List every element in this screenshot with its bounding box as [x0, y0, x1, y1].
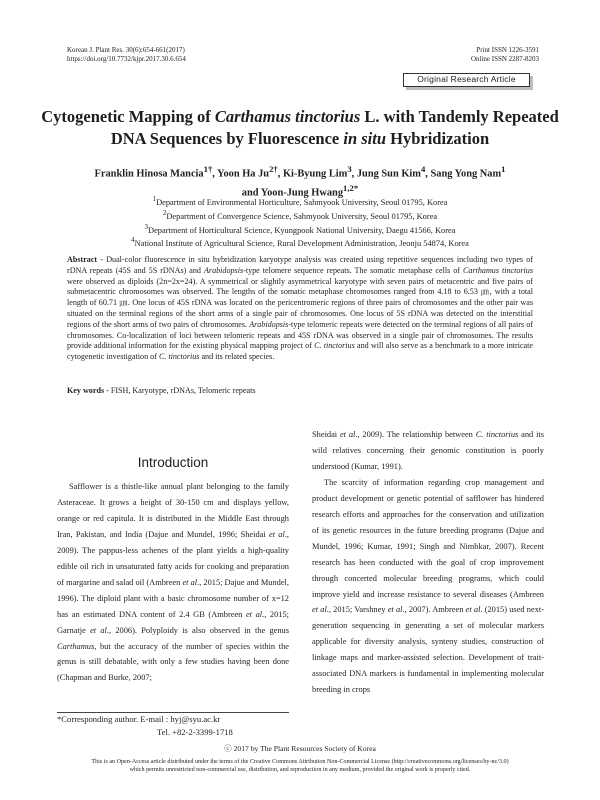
- journal-citation: [67, 46, 186, 64]
- affiliation-sup: 3: [144, 222, 149, 231]
- telephone: Tel. +82-2-3399-1718: [157, 727, 233, 737]
- affiliation-sup: 2: [162, 208, 167, 217]
- license-line: which permits unrestricted non-commercial use, distribution, and reproduction in any medium, provided the original work is properly cited.: [129, 767, 471, 773]
- body-italic: C. tinctorius: [475, 430, 519, 439]
- body-text: ., 2015; Dajue and Mundel, 1996). The diploid plant with a basic chromosome number of x=12 has an estimated DNA content of 2.4 GB (Ambreen: [57, 577, 289, 619]
- abstract-text: -type telomere sequence repeats. The somatic metaphase cells of: [243, 265, 463, 275]
- introduction-heading: Introduction: [137, 455, 209, 470]
- keywords-text: - FISH, Karyotype, rDNAs, Telomeric repeats: [104, 386, 256, 395]
- affiliation: [40, 235, 560, 249]
- author-sup: 2†: [269, 164, 278, 174]
- author-sup: 1: [501, 164, 506, 174]
- affiliation: [40, 194, 560, 208]
- body-text: and its wild relatives concerning their genomic constitution is poorly understood (Kumar, 1991).: [312, 430, 544, 471]
- affiliation-list: [40, 194, 560, 249]
- title-text: Hybridization: [386, 129, 490, 148]
- body-text: , but the accuracy of the number of species within the genus is still debatable, with only a few studies having been done (Chapman and Burke, 2007;: [57, 641, 289, 683]
- author-sep: ,: [277, 168, 283, 180]
- abstract-italic: C. tinctorius: [314, 341, 355, 351]
- body-text: The scarcity of information regarding crop management and product development or genetic potential of safflower has hindered research efforts and approaches for the conservation and utilization of its genetic resources in the future breeding programs (Dajue and Mundel, 1996; Kumar, 1991; Singh and Nimbkar, 2007). Recent research has been conducted with the goal of crop improvement through concerted molecular breeding programs, which could improve yield and increase resistance to several diseases (Ambreen: [312, 477, 544, 599]
- title-text: Cytogenetic Mapping of: [41, 107, 215, 126]
- author-name: Jung Sun Kim: [356, 168, 421, 180]
- body-italic: Carthamus: [57, 641, 95, 651]
- author-name: Yoon-Jung Hwang: [260, 187, 344, 199]
- title-species: Carthamus tinctorius: [214, 107, 361, 126]
- abstract-italic: Carthamus tinctorius: [463, 265, 534, 275]
- affiliation-text: National Institute of Agricultural Science, Rural Development Administration, Jeonju 54874, Korea: [134, 239, 469, 249]
- online-issn: Online ISSN 2287-8203: [470, 55, 539, 63]
- abstract-text: and will also serve as a benchmark to a more intricate cytogenetic investigation of: [67, 341, 533, 362]
- intro-paragraph: [57, 479, 289, 686]
- body-text: ., 2009). The relationship between: [355, 430, 476, 439]
- affiliation: [40, 208, 560, 222]
- keywords-label: Key words: [67, 386, 105, 395]
- author-sup: 3: [347, 164, 352, 174]
- body-italic: et al: [465, 605, 481, 615]
- doi-link[interactable]: https://doi.org/10.7732/kjpr.2017.30.6.654: [67, 55, 186, 63]
- body-italic: et al: [268, 529, 285, 539]
- body-italic: et al: [90, 625, 107, 635]
- body-text: Sheidai: [312, 430, 340, 439]
- issn-block: [471, 46, 539, 64]
- author-sup: 4: [420, 164, 426, 174]
- abstract: [67, 255, 533, 363]
- author-sup: 1†: [203, 164, 213, 174]
- body-italic: et al: [312, 605, 327, 615]
- abstract-italic: Arabidopsis: [203, 265, 244, 275]
- author-sep: ,: [351, 168, 357, 180]
- body-text: ., 2007). Ambreen: [402, 605, 466, 615]
- license-notice: [40, 758, 560, 774]
- intro-paragraph: [312, 427, 544, 475]
- abstract-label: Abstract: [67, 255, 98, 264]
- abstract-text: -type telomeric repeats were detected on the terminal regions of all pairs of chromosomes. Co-localization of loci between telomeric repeats and 45S rDNA was observed in a single pair of chromosomes. The results provide additional information for the existing physical mapping project of: [67, 319, 533, 351]
- body-text: ., 2015; Varshney: [326, 605, 388, 615]
- abstract-italic: C. tinctorius: [158, 352, 200, 362]
- body-text: . (2015) used next-generation sequencing in generating a set of molecular markers applicable for diversity analysis, synteny studies, construction of linkage maps and marker-assisted selection. Development of trait-associated DNA markers is fundamental in implementing molecular breeding in crops: [312, 605, 545, 695]
- body-text: ., 2006). Polyploidy is also observed in the genus: [106, 625, 289, 635]
- affiliation-sup: 4: [131, 236, 135, 245]
- abstract-italic: Arabidopsis: [249, 319, 289, 329]
- author-name: Franklin Hinosa Mancia: [94, 168, 204, 180]
- author-and: and: [241, 187, 261, 199]
- author-sep: ,: [425, 168, 431, 180]
- intro-paragraph: [312, 475, 544, 698]
- body-italic: et al: [245, 609, 263, 619]
- affiliation-text: Department of Convergence Science, Sahmyook University, Seoul 01795, Korea: [166, 211, 438, 221]
- author-name: Sang Yong Nam: [430, 168, 502, 180]
- intro-right-column: [312, 427, 544, 698]
- abstract-text: - Dual-color fluorescence in situ hybridization karyotype analysis was created using repetitive sequences including two types of rDNA repeats (45S and 5S rDNAs) and: [67, 255, 533, 275]
- paper-title: [40, 106, 560, 150]
- author-sup-num: 1,2: [343, 183, 354, 194]
- article-type-badge: Original Research Article: [403, 73, 530, 87]
- author-name: Ki-Byung Lim: [282, 168, 348, 180]
- keywords: [67, 386, 533, 397]
- copyright-notice: ⓒ 2017 by The Plant Resources Society of Korea: [224, 744, 376, 753]
- print-issn: Print ISSN 1226-3591: [476, 46, 539, 54]
- affiliation-text: Department of Horticultural Science, Kyungpook National University, Daegu 41566, Korea: [148, 225, 456, 235]
- intro-left-column: [57, 479, 289, 686]
- body-text: ., 2009). The pappus-less achenes of the plant yields a high-quality edible oil rich in unsaturated fatty acids for cooking and preparation of margarine and salad oil (Ambreen: [57, 529, 289, 587]
- author-sep: ,: [212, 168, 218, 180]
- abstract-text: and its related species.: [199, 352, 275, 362]
- title-text: L. with Tandemly Repeated DNA Sequences by Fluorescence: [110, 107, 559, 148]
- footnote-rule: [57, 712, 289, 713]
- body-text: ., 2015; Garnatje: [57, 609, 290, 635]
- corresponding-author: *Corresponding author. E-mail : hyj@syu.ac.kr: [57, 714, 221, 724]
- journal-reference: Korean J. Plant Res. 30(6):654-661(2017): [67, 46, 185, 54]
- affiliation-text: Department of Environmental Horticulture, Sahmyook University, Seoul 01795, Korea: [156, 197, 448, 207]
- affiliation: [40, 222, 560, 236]
- author-name: Yoon Ha Ju: [217, 168, 270, 180]
- affiliation-sup: 1: [152, 195, 157, 203]
- author-sup: [343, 183, 358, 193]
- corresponding-mark: *: [353, 183, 359, 194]
- abstract-text: were observed as diploids (2n=2x=24). A symmetrical or slightly asymmetrical karyotype with seven pairs of metacentric and five pairs of submetacentric chromosomes was observed. The lengths of the somatic metaphase chromosomes ranged from 4.18 to 6.53 ㎛, with a total length of 60.71 ㎛. One locus of 45S rDNA was located on the pericentromeric regions of three pairs of chromosomes and the other pair was situated on the terminal regions of the short arms of a single pair of chromosomes. One locus of 5S rDNA was detected on the interstitial regions of the short arms of two pairs of chromosomes.: [67, 276, 533, 329]
- body-italic: et al: [182, 577, 198, 587]
- title-insitu: in situ: [343, 129, 387, 148]
- body-italic: et al: [339, 430, 356, 439]
- body-text: Safflower is a thistle-like annual plant belonging to the family Asteraceae. It grows a height of 30-150 cm and displays yellow, orange or red capitula. It is distributed in the Middle East through Iran, Pakistan, and India (Dajue and Mundel, 1996; Sheidai: [57, 482, 289, 539]
- body-italic: et al: [387, 605, 403, 615]
- license-line: This is an Open-Access article distributed under the terms of the Creative Commons Attribution Non-Commercial License (http://creativecommons.org/licenses/by-nc/3.0): [91, 759, 509, 765]
